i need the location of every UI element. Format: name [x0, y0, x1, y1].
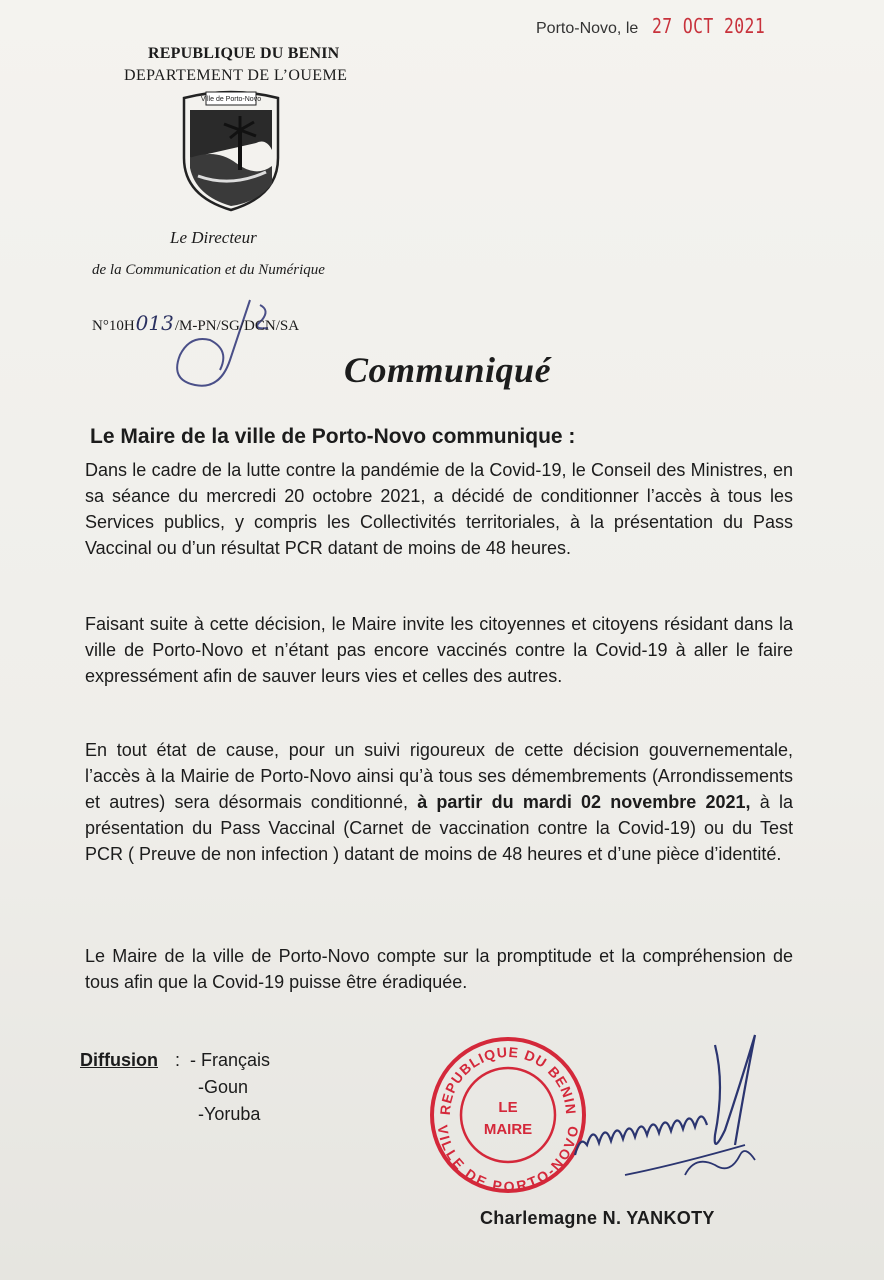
seal-bottom-text: VILLE DE PORTO-NOVO: [434, 1123, 582, 1195]
reference-suffix: /M-PN/SG/DCN/SA: [174, 318, 300, 334]
seal-center-line-1: LE: [498, 1099, 518, 1116]
initials-scribble-icon: [150, 290, 290, 400]
diffusion-language-3: -Yoruba: [198, 1104, 261, 1124]
paragraph-1: Dans le cadre de la lutte contre la pandémie de la Covid-19, le Conseil des Ministres, en sa séance du mercredi 20 octobre 2021, a décidé de conditionner l’accès à tous les Services publics, y compris les Collectivités territoriales, à la présentation du Pass Vaccinal ou d’un résultat PCR datant de moins de 48 heures.: [85, 460, 793, 558]
signer-name: Charlemagne N. YANKOTY: [480, 1208, 715, 1228]
city-emblem-icon: [176, 88, 286, 213]
seal-center-line-2: MAIRE: [483, 1121, 533, 1138]
paragraph-3-end: à la présentation du Pass Vaccinal (Carnet de vaccination contre la Covid-19) ou du Test PCR ( Preuve de non infection ) datant de moins de 48 heures et d’une pièce d’identité.: [85, 792, 793, 864]
diffusion-language-1: - Français: [190, 1050, 271, 1070]
date-stamp: 27 OCT 2021: [652, 14, 766, 38]
paragraph-4: Le Maire de la ville de Porto-Novo compte sur la promptitude et la compréhension de tous afin que la Covid-19 puisse être éradiquée.: [85, 946, 793, 992]
diffusion-separator: :: [175, 1050, 181, 1070]
director-department: de la Communication et du Numérique: [92, 262, 325, 278]
emblem-text: Ville de Porto-Novo: [200, 96, 262, 103]
mayor-seal-stamp: [428, 1035, 588, 1195]
communique-heading: Le Maire de la ville de Porto-Novo communique :: [90, 425, 576, 448]
republic-heading: REPUBLIQUE DU BENIN: [148, 45, 340, 62]
paragraph-3-start: En tout état de cause, pour un suivi rigoureux de cette décision gouvernementale, l’accès à la Mairie de Porto-Novo ainsi qu’à tous ses démembrements (Arrondissements et autres) sera désormais conditionné,: [85, 740, 793, 812]
diffusion-label: Diffusion: [80, 1050, 158, 1070]
seal-top-text: REPUBLIQUE DU BENIN: [436, 1043, 580, 1116]
reference-prefix: N°10H: [92, 318, 135, 334]
reference-handwritten: 013: [135, 311, 174, 335]
diffusion-language-2: -Goun: [198, 1077, 249, 1097]
document-title: Communiqué: [344, 350, 552, 390]
place-date-prefix: Porto-Novo, le: [536, 20, 639, 37]
paragraph-2: Faisant suite à cette décision, le Maire invite les citoyennes et citoyens résidant dans la ville de Porto-Novo et n’étant pas encore vaccinés contre la Covid-19 à aller le faire expressément afin de sauver leurs vies et celles des autres.: [85, 614, 793, 686]
department-heading: DEPARTEMENT DE L’OUEME: [124, 67, 348, 84]
paragraph-3-date: à partir du mardi 02 novembre 2021,: [417, 792, 751, 812]
paragraph-3: [85, 737, 793, 867]
mayor-signature-icon: [565, 1025, 775, 1195]
director-title: Le Directeur: [170, 228, 257, 247]
reference-number: [92, 311, 299, 335]
